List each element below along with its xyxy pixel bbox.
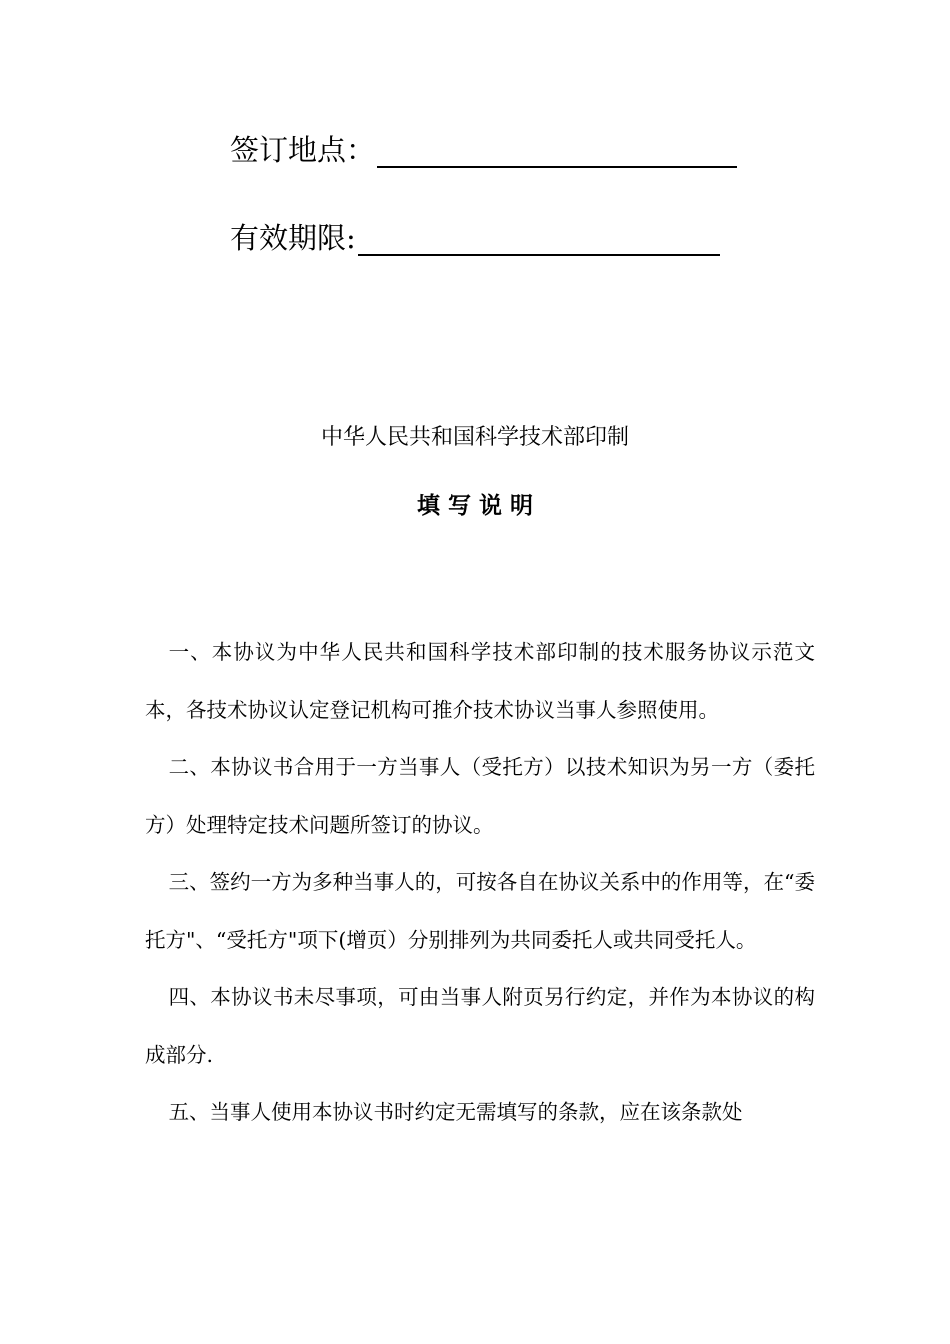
- validity-period-field: [230, 220, 720, 256]
- validity-period-blank[interactable]: [358, 224, 720, 256]
- publisher-line: 中华人民共和国科学技术部印制: [320, 425, 629, 450]
- signing-place-label: 签订地点：: [230, 133, 376, 167]
- instruction-item-1: 一、本协议为中华人民共和国科学技术部印制的技术服务协议示范文本，各技术协议认定登记机构可推介技术协议当事人参照使用。: [145, 640, 815, 722]
- validity-period-label: 有效期限:: [230, 221, 356, 255]
- instruction-item-5: 五、当事人使用本协议书时约定无需填写的条款，应在该条款处: [168, 1100, 743, 1124]
- instruction-item-3: 三、签约一方为多种当事人的，可按各自在协议关系中的作用等，在“委托方"、“受托方"项下(增页）分别排列为共同委托人或共同受托人。: [145, 870, 815, 952]
- instruction-item-4: 四、本协议书未尽事项，可由当事人附页另行约定，并作为本协议的构成部分.: [145, 985, 815, 1067]
- instructions-title: 填 写 说 明: [416, 493, 534, 519]
- signing-place-blank[interactable]: [377, 136, 737, 168]
- instruction-item-2: 二、本协议书合用于一方当事人（受托方）以技术知识为另一方（委托方）处理特定技术问题所签订的协议。: [145, 755, 815, 837]
- signing-place-field: [230, 132, 737, 168]
- instructions-body: [145, 624, 815, 1142]
